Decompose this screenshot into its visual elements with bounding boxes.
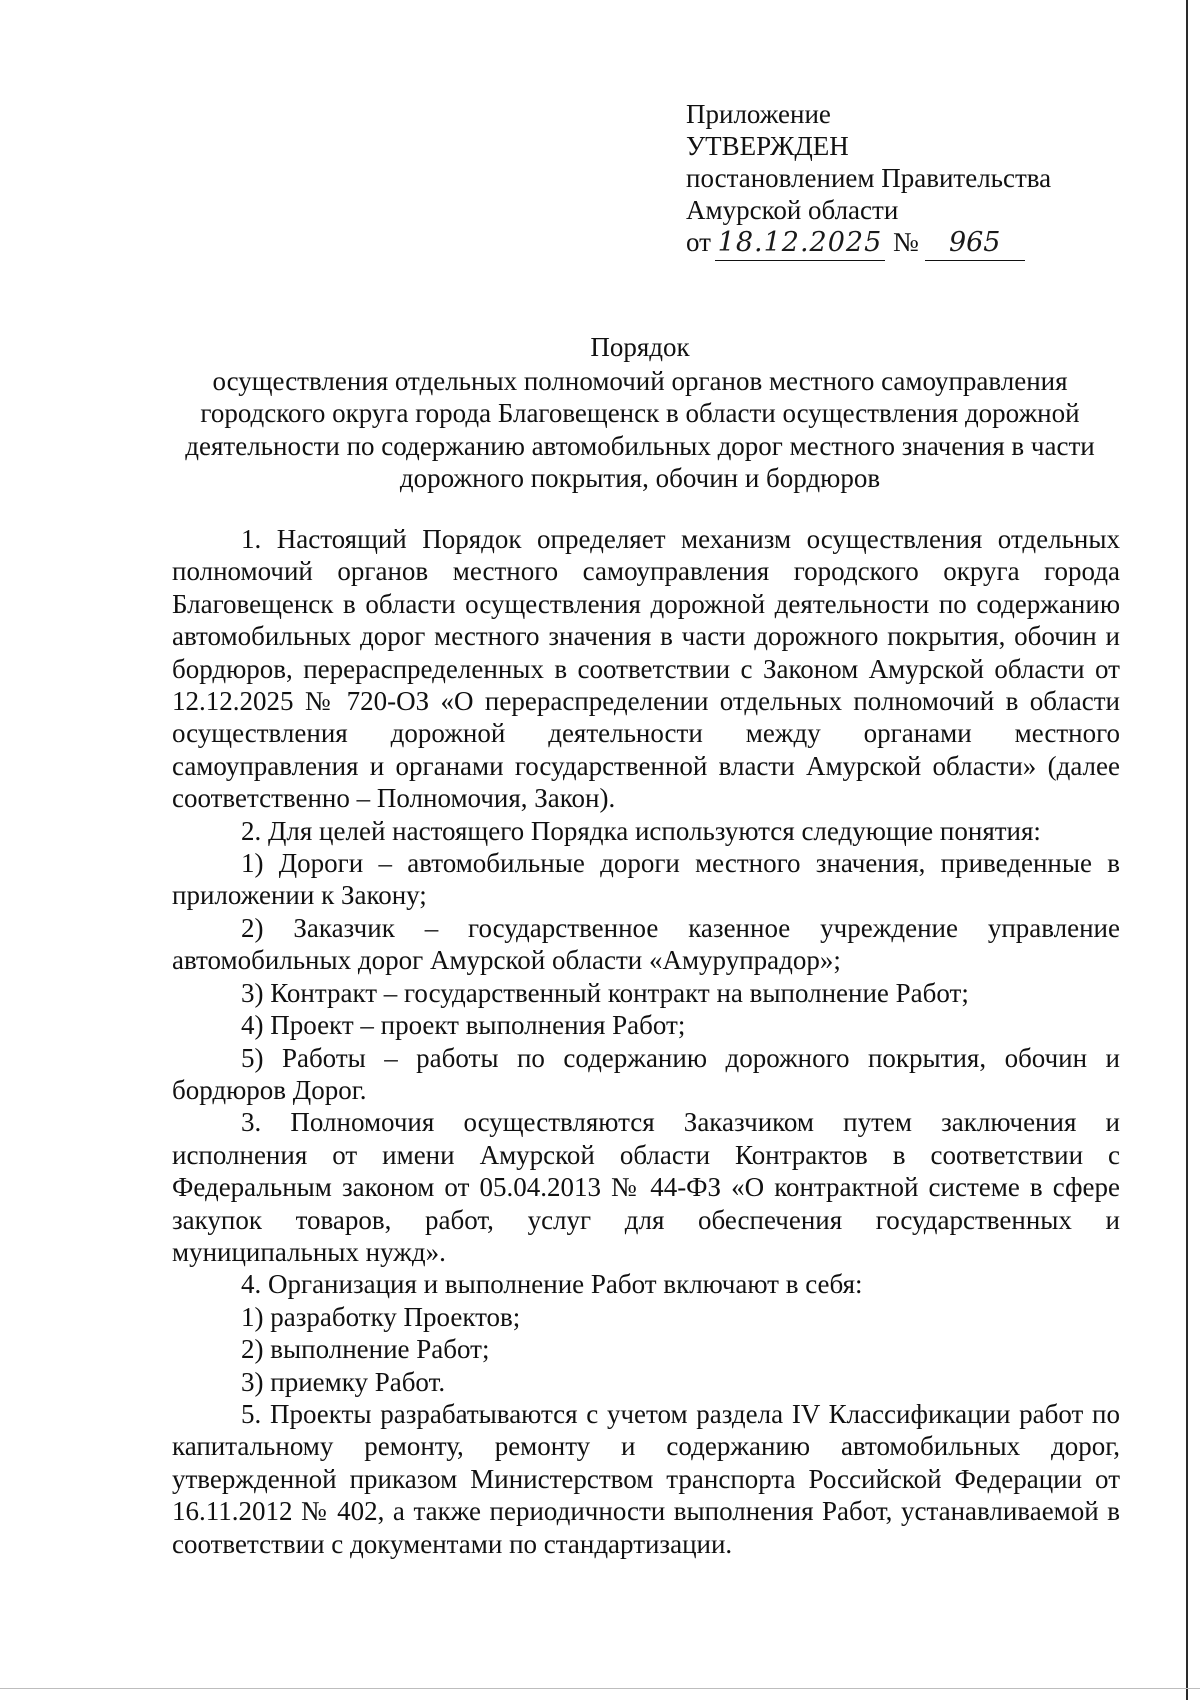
date-prefix: от [686, 227, 711, 257]
handwritten-date: 18.12.2025 [715, 227, 885, 259]
scan-edge-bottom [0, 1688, 1200, 1689]
definition-project: 4) Проект – проект выполнения Работ; [241, 1010, 686, 1041]
definition-contract: 3) Контракт – государственный контракт на выполнение Работ; [241, 977, 969, 1008]
document-body [172, 523, 1120, 1560]
approval-date-number-line [686, 226, 1086, 259]
definition-roads: 1) Дороги – автомобильные дороги местного значения, приведенные в приложении к Закону; [172, 848, 1120, 911]
paragraph-2: 2. Для целей настоящего Порядка используются следующие понятия: [241, 815, 1041, 846]
paragraph-5: 5. Проекты разрабатываются с учетом раздела IV Классификации работ по капитальному ремонту, ремонту и содержанию автомобильных дорог, утвержденной приказом Министерством транспорта Российской Федерации от 16.11.2012 № 402, а также периодичности выполнения Работ, устанавливаемой в соответствии с документами по стандартизации. [172, 1398, 1120, 1559]
approval-stamp-block [686, 98, 1086, 259]
definition-works: 5) Работы – работы по содержанию дорожного покрытия, обочин и бордюров Дорог. [172, 1042, 1120, 1105]
list-item-acceptance: 3) приемку Работ. [241, 1366, 446, 1397]
paragraph-4: 4. Организация и выполнение Работ включают в себя: [241, 1269, 863, 1300]
document-subtitle: осуществления отдельных полномочий органов местного самоуправления городского округа города Благовещенск в области осуществления дорожной деятельности по содержанию автомобильных дорог местного значения в части дорожного покрытия, обочин и бордюров [185, 365, 1095, 493]
paragraph-1: 1. Настоящий Порядок определяет механизм осуществления отдельных полномочий органов местного самоуправления городского округа города Благовещенск в области осуществления дорожной деятельности по содержанию автомобильных дорог местного значения в части дорожного покрытия, обочин и бордюров, перераспределенных в соответствии с Законом Амурской области от 12.12.2025 № 720-ОЗ «О перераспределении отдельных полномочий в области осуществления дорожной деятельности между органами местного самоуправления и органами государственной власти Амурской области» (далее соответственно – Полномочия, Закон). [172, 524, 1120, 814]
approval-region-label: Амурской области [686, 195, 899, 225]
list-item-execution: 2) выполнение Работ; [241, 1334, 490, 1365]
scan-edge-right [1186, 0, 1188, 1700]
document-title: Порядок [590, 332, 690, 362]
paragraph-3: 3. Полномочия осуществляются Заказчиком путем заключения и исполнения от имени Амурской области Контрактов в соответствии с Федеральным законом от 05.04.2013 № 44-ФЗ «О контрактной системе в сфере закупок товаров, работ, услуг для обеспечения государственных и муниципальных нужд». [172, 1107, 1120, 1267]
handwritten-number: 965 [925, 227, 1025, 259]
approval-resolution-label: постановлением Правительства [686, 163, 1052, 193]
approval-appendix-label: Приложение [686, 99, 831, 129]
definition-customer: 2) Заказчик – государственное казенное учреждение управление автомобильных дорог Амурской области «Амурупрадор»; [172, 912, 1120, 976]
list-item-projects: 1) разработку Проектов; [241, 1301, 521, 1332]
number-prefix: № [892, 227, 919, 257]
approval-approved-label: УТВЕРЖДЕН [686, 131, 849, 161]
document-title-block [160, 331, 1120, 495]
